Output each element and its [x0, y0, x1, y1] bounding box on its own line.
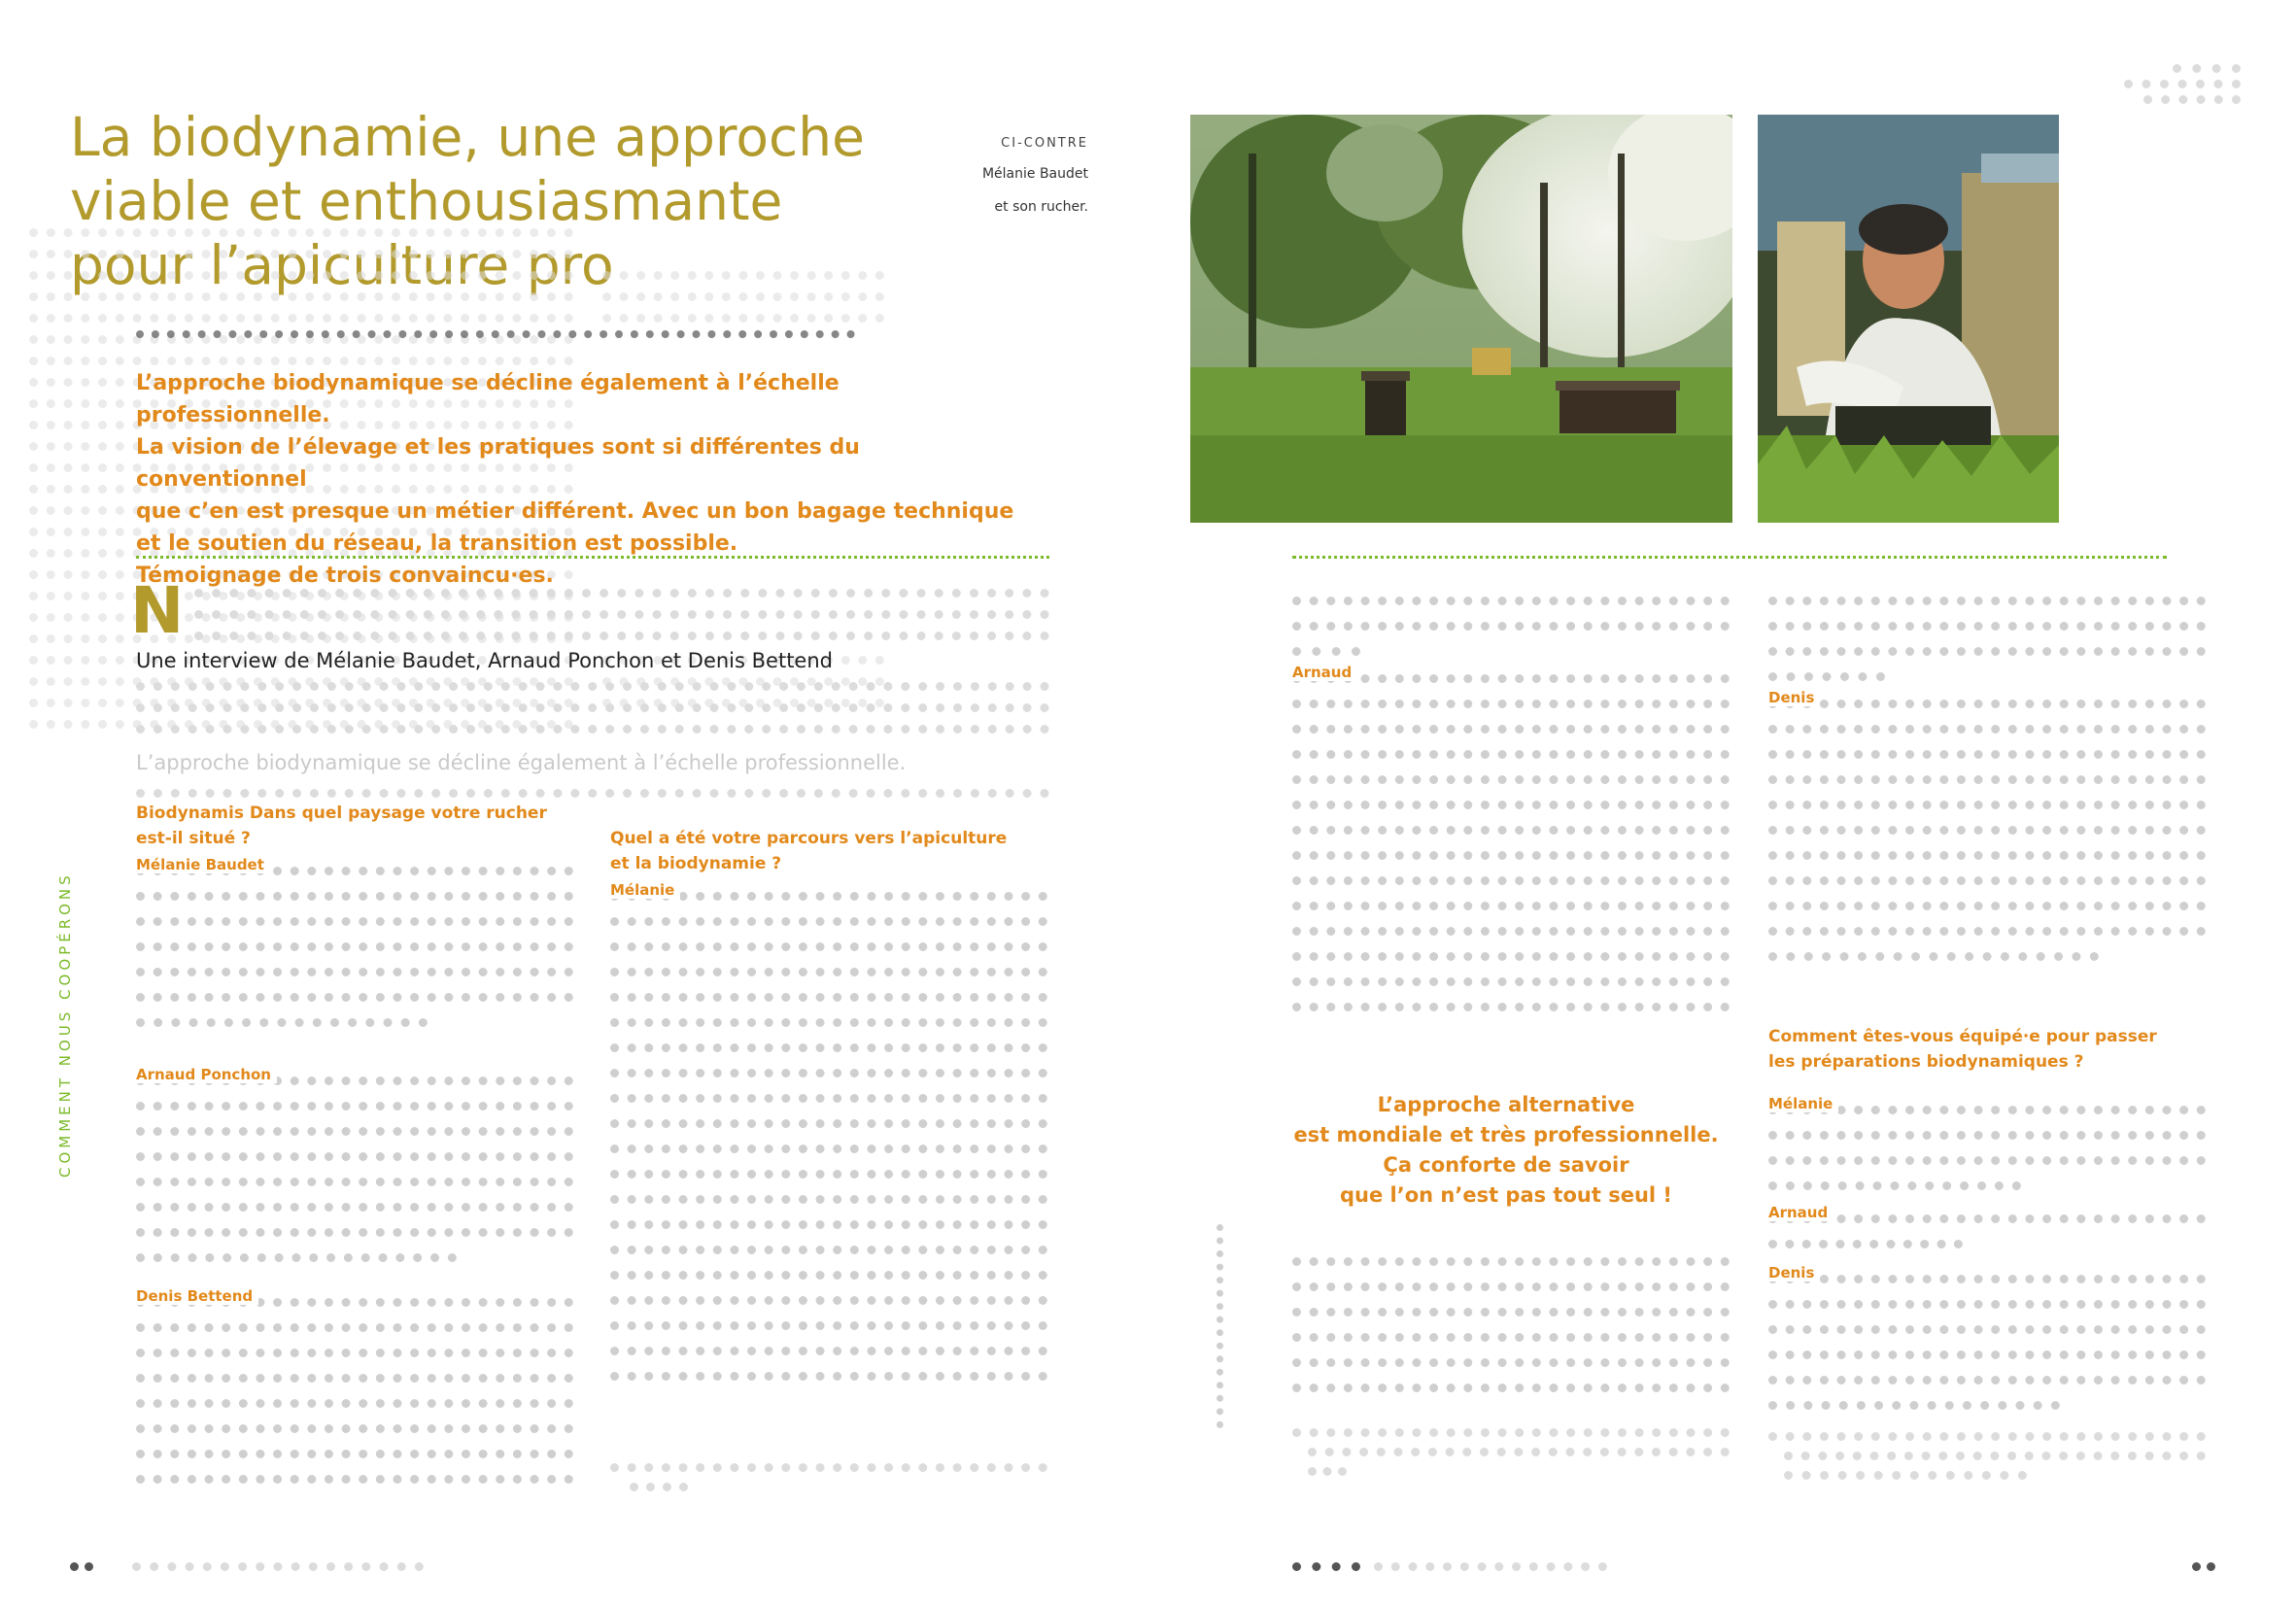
photo-rucher	[1190, 115, 1732, 523]
photo-credit	[2114, 64, 2241, 113]
question-line: les préparations biodynamiques ?	[1768, 1052, 2084, 1072]
speaker-melanie-short: Mélanie	[610, 881, 680, 899]
section-separator-right	[1292, 556, 2167, 559]
title-line: La biodynamie, une approche	[70, 106, 865, 168]
question-line: est-il situé ?	[136, 829, 251, 848]
chapeau-line: La vision de l’élevage et les pratiques sont si différentes du conventionnel	[136, 435, 860, 492]
interviewees-line: Une interview de Mélanie Baudet, Arnaud Ponchon et Denis Bettend	[136, 649, 833, 672]
vertical-credit	[1217, 1224, 1223, 1428]
ghost-chapeau: L’approche biodynamique se décline également à l’échelle professionnelle.	[136, 751, 907, 774]
question-1	[136, 801, 573, 851]
chapeau-line: L’approche biodynamique se décline également à l’échelle professionnelle.	[136, 371, 840, 427]
answer-block	[1768, 1094, 2206, 1191]
quote-line: est mondiale et très professionnelle.	[1293, 1123, 1719, 1146]
column-2	[610, 826, 1047, 1506]
question-line: Quel a été votre parcours vers l’apiculture	[610, 829, 1008, 848]
answer-block	[1768, 1203, 2206, 1251]
quote-line: L’approche alternative	[1377, 1093, 1635, 1116]
speaker-denis: Denis Bettend	[136, 1287, 258, 1305]
pull-quote	[1263, 1090, 1749, 1211]
rucher-illustration	[1190, 115, 1732, 523]
column-1	[136, 801, 573, 1500]
title-line: pour l’apiculture pro	[70, 234, 614, 296]
quote-line: que l’on n’est pas tout seul !	[1340, 1183, 1672, 1207]
photo-caption	[933, 136, 1088, 217]
caption-line: et son rucher.	[994, 199, 1088, 215]
question-3	[1768, 1024, 2157, 1075]
question-line: et la biodynamie ?	[610, 854, 782, 873]
answer-block	[136, 1286, 573, 1500]
column-4	[1768, 593, 2206, 1487]
answer-block	[1768, 688, 2206, 979]
caption-line: Mélanie Baudet	[981, 166, 1088, 182]
answer-block	[610, 880, 1047, 1463]
answer-block	[1292, 663, 1730, 1051]
answer-block	[136, 1065, 573, 1269]
answer-block	[1768, 1263, 2206, 1409]
chapeau-line: Témoignage de trois convaincu·es.	[136, 564, 554, 588]
title-rule	[136, 330, 855, 338]
drop-cap: N	[130, 573, 185, 648]
section-separator	[136, 556, 1049, 559]
speaker-melanie: Mélanie Baudet	[136, 856, 270, 873]
speaker-melanie-q3: Mélanie	[1768, 1095, 1838, 1112]
speaker-arnaud-short: Arnaud	[1292, 664, 1357, 681]
question-line: Comment êtes-vous équipé·e pour passer	[1768, 1027, 2157, 1046]
question-2	[610, 826, 1047, 876]
chapeau-line: que c’en est presque un métier différent. Avec un bon bagage technique	[136, 499, 1014, 524]
title-line: viable et enthousiasmante	[70, 170, 783, 232]
footnote	[1768, 1432, 2206, 1490]
chapeau-line: et le soutien du réseau, la transition est possible.	[136, 531, 738, 556]
speaker-arnaud-q3: Arnaud	[1768, 1204, 1833, 1221]
speaker-denis-q3: Denis	[1768, 1264, 1820, 1282]
column-3	[1292, 593, 1730, 1049]
photo-apiculteur	[1758, 115, 2059, 523]
caption-label: CI-CONTRE	[1001, 136, 1088, 151]
beekeeper-illustration	[1758, 115, 2059, 523]
column-3-continued	[1292, 1253, 1730, 1487]
quote-line: Ça conforte de savoir	[1383, 1153, 1629, 1177]
question-line: Biodynamis Dans quel paysage votre rucher	[136, 804, 547, 823]
speaker-arnaud: Arnaud Ponchon	[136, 1066, 277, 1083]
footnote	[610, 1463, 1047, 1502]
speaker-denis-short: Denis	[1768, 689, 1820, 706]
answer-block	[136, 855, 573, 1049]
